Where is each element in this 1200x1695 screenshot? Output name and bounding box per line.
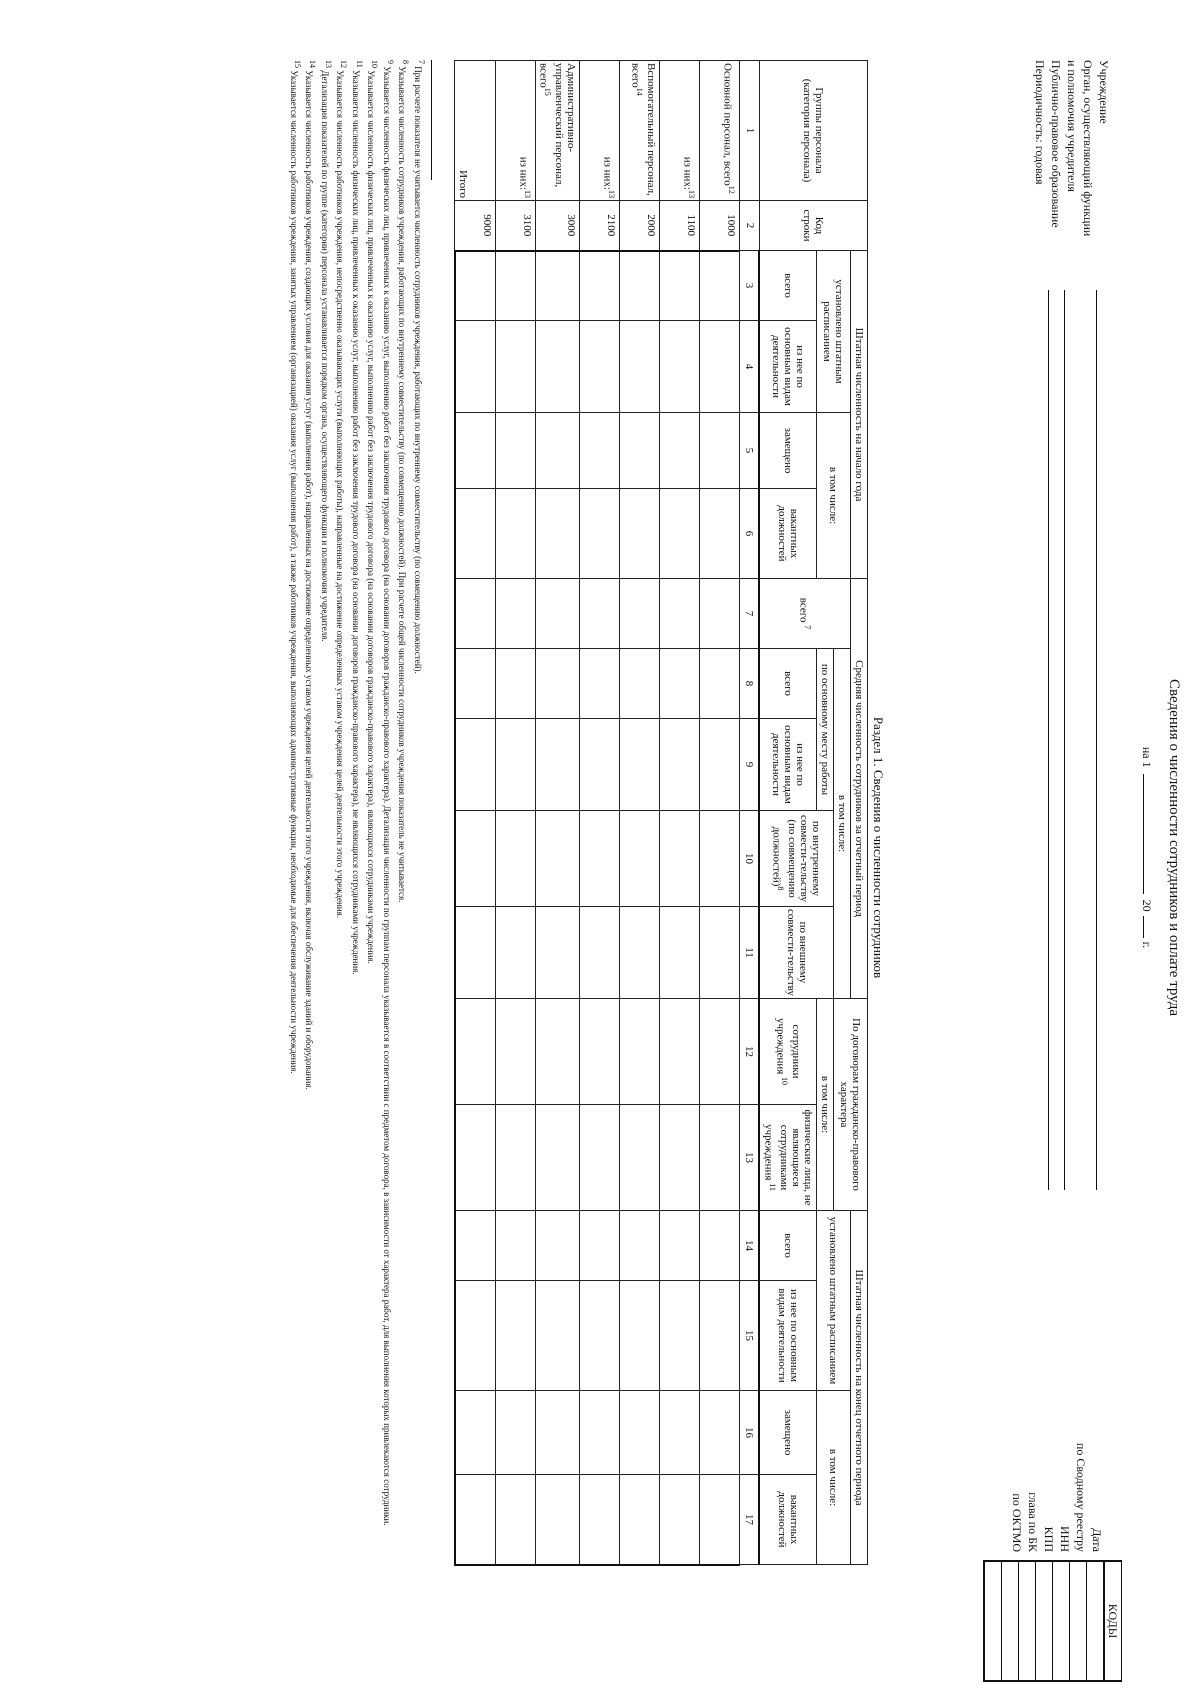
footnote: $^{13}$ Детализация показателей по группе (категории) персонала устанавливается порядком органа, осуществляющего функции и полномочия учредителя. (320, 60, 333, 642)
row-name: из них:$^{13}$ (580, 61, 620, 201)
value-cell[interactable] (700, 719, 740, 811)
value-cell[interactable] (660, 811, 700, 907)
value-cell[interactable] (535, 321, 580, 413)
header-of-which-main: из нее по основным видам деятельности (759, 1281, 816, 1391)
value-cell[interactable] (620, 251, 660, 321)
code-cell[interactable] (1087, 1561, 1105, 1681)
header-group: Группы персонала (категория персонала) (759, 61, 867, 201)
row-code: 3100 (495, 201, 535, 251)
value-cell[interactable] (495, 413, 535, 489)
value-cell[interactable] (700, 1105, 740, 1211)
code-cell[interactable] (984, 1561, 1002, 1681)
value-cell[interactable] (535, 1281, 580, 1391)
value-cell[interactable] (535, 1105, 580, 1211)
header-end-period: Штатная численность на конец отчетного периода (851, 1211, 868, 1565)
header-start-year: Штатная численность на начало года (851, 251, 868, 579)
column-number: 5 (740, 413, 760, 489)
value-cell[interactable] (535, 1475, 580, 1565)
value-cell[interactable] (535, 1391, 580, 1475)
value-cell[interactable] (620, 1105, 660, 1211)
footnote: $^{15}$ Указывается численность работников учреждения, занятых управлением (организацией) оказания услуг (выполнения работ), а также работников учреждения, выполняющих административные функции, необходимые для обеспечения деятельности учреждения. (289, 60, 302, 1074)
header-including: в том числе: (834, 649, 851, 999)
value-cell[interactable] (580, 251, 620, 321)
value-cell[interactable] (580, 413, 620, 489)
value-cell[interactable] (580, 579, 620, 649)
value-cell[interactable] (495, 1211, 535, 1281)
header-of-which-main: из нее по основным видам деятельности (759, 321, 816, 413)
value-cell[interactable] (700, 999, 740, 1105)
header-gph: По договорам гражданско-правового характера (834, 999, 868, 1211)
header-internal: по внутреннему совмести-тельству (по совмещению должностей)$^8$ (759, 811, 833, 907)
header-vacant: вакантных должностей (759, 489, 816, 579)
header-staff-schedule: установлено штатным расписанием (817, 251, 851, 413)
value-cell[interactable] (660, 321, 700, 413)
table-row (495, 61, 535, 1565)
value-cell[interactable] (495, 907, 535, 999)
row-name: Вспомогательный персонал, всего$^{14}$ (620, 61, 660, 201)
value-cell[interactable] (455, 907, 496, 999)
column-number: 1 (740, 61, 760, 201)
value-cell[interactable] (455, 649, 496, 719)
codes-title: КОДЫ (1104, 1561, 1122, 1681)
value-cell[interactable] (660, 579, 700, 649)
value-cell[interactable] (535, 413, 580, 489)
code-cell[interactable] (1053, 1561, 1070, 1681)
data-rows (455, 61, 740, 1565)
value-cell[interactable] (700, 321, 740, 413)
footnote: $^{12}$ Указывается численность работников учреждения, непосредственно оказывающих услуги (выполняющих работы), направленные на достижение определенных уставом учреждения целей деятельности этого учреждения. (335, 60, 349, 919)
header-employees: сотрудники учреждения $^{10}$ (759, 999, 816, 1105)
value-cell[interactable] (620, 907, 660, 999)
value-cell[interactable] (580, 1105, 620, 1211)
value-cell[interactable] (535, 999, 580, 1105)
value-cell[interactable] (660, 719, 700, 811)
header-field: Учреждение (1097, 60, 1111, 124)
row-code: 1000 (700, 201, 740, 251)
footnote: $^9$ Указывается численность физических лиц, привлеченных к оказанию услуг, выполнению работ без заключения трудового договора (на основании договоров гражданско-правового характера). Детализация численности по группам персонала указывается в соответствии с предметом договора, в зависимости от характера работ, для выполнения которых привлекаются сотрудники. (382, 60, 395, 1526)
value-cell[interactable] (455, 1211, 496, 1281)
value-cell[interactable] (660, 649, 700, 719)
value-cell[interactable] (495, 1391, 535, 1475)
row-code: 1100 (660, 201, 700, 251)
value-cell[interactable] (620, 649, 660, 719)
value-cell[interactable] (620, 1391, 660, 1475)
header-filled: замещено (759, 1391, 816, 1475)
value-cell[interactable] (660, 999, 700, 1105)
footnote: $^{14}$ Указывается численность работников учреждения, создающих условия для оказания услуг (выполнения работ), направленных на достижение определенных уставом учреждения целей деятельности этого учреждения, включая обслуживание зданий и оборудования. (304, 60, 318, 1090)
value-cell[interactable] (580, 811, 620, 907)
column-number: 4 (740, 321, 760, 413)
table-row (700, 61, 740, 1565)
column-number: 16 (740, 1391, 760, 1475)
header-code: Код строки (759, 201, 867, 251)
value-cell[interactable] (620, 1281, 660, 1391)
value-cell[interactable] (700, 251, 740, 321)
value-cell[interactable] (700, 1211, 740, 1281)
value-cell[interactable] (620, 413, 660, 489)
codes-labels: Дата по Сводному реестру ИНН КПП глава по БК по ОКТМО (1010, 1442, 1104, 1552)
header-including: в том числе: (817, 1391, 851, 1565)
value-cell[interactable] (580, 321, 620, 413)
value-cell[interactable] (620, 999, 660, 1105)
value-cell[interactable] (455, 489, 496, 579)
row-name: из них:$^{13}$ (495, 61, 535, 201)
code-cell[interactable] (1019, 1561, 1036, 1681)
value-cell[interactable] (535, 719, 580, 811)
header-including: в том числе: (817, 413, 851, 579)
value-cell[interactable] (660, 413, 700, 489)
value-cell[interactable] (580, 1475, 620, 1565)
value-cell[interactable] (660, 1211, 700, 1281)
value-cell[interactable] (455, 999, 496, 1105)
value-cell[interactable] (455, 1281, 496, 1391)
value-cell[interactable] (580, 907, 620, 999)
value-cell[interactable] (580, 999, 620, 1105)
column-number: 6 (740, 489, 760, 579)
value-cell[interactable] (580, 1391, 620, 1475)
header-avg: Средняя численность сотрудников за отчетный период (851, 579, 868, 999)
column-number: 3 (740, 251, 760, 321)
value-cell[interactable] (660, 1281, 700, 1391)
value-cell[interactable] (660, 1391, 700, 1475)
column-number: 13 (740, 1105, 760, 1211)
codes-table (983, 1560, 1122, 1682)
value-cell[interactable] (455, 1475, 496, 1565)
header-including: в том числе: (817, 999, 834, 1211)
footnote: $^7$ При расчете показателя не учитывается численность сотрудников учреждения, работающих по внутреннему совместительству (по совмещению должностей). (413, 60, 426, 674)
header-total: всего (759, 251, 816, 321)
table-row (660, 61, 700, 1565)
row-code: 3000 (535, 201, 580, 251)
value-cell[interactable] (495, 719, 535, 811)
value-cell[interactable] (495, 579, 535, 649)
value-cell[interactable] (660, 251, 700, 321)
column-number: 9 (740, 719, 760, 811)
code-cell[interactable] (1002, 1561, 1019, 1681)
value-cell[interactable] (700, 1475, 740, 1565)
table-row (535, 61, 580, 1565)
header-fields (1032, 60, 1112, 236)
row-name: Итого (455, 61, 496, 201)
row-name: Основной персонал, всего$^{12}$ (700, 61, 740, 201)
row-code: 2100 (580, 201, 620, 251)
table-row (620, 61, 660, 1565)
value-cell[interactable] (660, 1105, 700, 1211)
header-filled: замещено (759, 413, 816, 489)
value-cell[interactable] (700, 1281, 740, 1391)
value-cell[interactable] (660, 1475, 700, 1565)
table-row (580, 61, 620, 1565)
column-number: 8 (740, 649, 760, 719)
row-code: 2000 (620, 201, 660, 251)
header-field: Публично-правовое образование (1049, 60, 1063, 228)
column-number: 12 (740, 999, 760, 1105)
value-cell[interactable] (580, 1281, 620, 1391)
value-cell[interactable] (495, 1105, 535, 1211)
header-field: Орган, осуществляющий функции (1081, 60, 1095, 237)
value-cell[interactable] (535, 1211, 580, 1281)
column-numbers-row (740, 61, 760, 1565)
value-cell[interactable] (455, 719, 496, 811)
value-cell[interactable] (535, 579, 580, 649)
footnote: $^{11}$ Указывается численность физических лиц, привлеченных к оказанию услуг, выполнению работ без заключения трудового договора (на основании договоров гражданско-правового характера), не являющихся сотрудниками учреждения. (351, 60, 364, 975)
row-name: из них:$^{13}$ (660, 61, 700, 201)
value-cell[interactable] (495, 251, 535, 321)
value-cell[interactable] (620, 489, 660, 579)
header-field: Периодичность: годовая (1033, 60, 1047, 185)
value-cell[interactable] (620, 719, 660, 811)
value-cell[interactable] (700, 811, 740, 907)
value-cell[interactable] (580, 649, 620, 719)
header-total: всего (759, 1211, 816, 1281)
footnotes (288, 60, 433, 1660)
value-cell[interactable] (700, 413, 740, 489)
header-non-employees: физические лица, не являющиеся сотрудниками учреждения $^{11}$ (759, 1105, 816, 1211)
value-cell[interactable] (495, 811, 535, 907)
value-cell[interactable] (580, 719, 620, 811)
value-cell[interactable] (620, 321, 660, 413)
row-name: Административно-управленческий персонал, всего$^{15}$ (535, 61, 580, 201)
value-cell[interactable] (700, 1391, 740, 1475)
code-cell[interactable] (1036, 1561, 1053, 1681)
column-number: 7 (740, 579, 760, 649)
column-number: 2 (740, 201, 760, 251)
row-code: 9000 (455, 201, 496, 251)
value-cell[interactable] (620, 1475, 660, 1565)
value-cell[interactable] (700, 907, 740, 999)
date-line: на 120г. (1140, 746, 1154, 949)
value-cell[interactable] (580, 1211, 620, 1281)
value-cell[interactable] (455, 579, 496, 649)
value-cell[interactable] (535, 811, 580, 907)
code-cell[interactable] (1070, 1561, 1087, 1681)
header-main-place: по основному месту работы (817, 649, 834, 811)
value-cell[interactable] (535, 649, 580, 719)
value-cell[interactable] (535, 251, 580, 321)
column-number: 11 (740, 907, 760, 999)
value-cell[interactable] (455, 811, 496, 907)
value-cell[interactable] (535, 907, 580, 999)
section-title: Раздел 1. Сведения о численности сотрудников (871, 716, 886, 979)
header-external: по внешнему совмести-тельству (759, 907, 833, 999)
column-number: 15 (740, 1281, 760, 1391)
value-cell[interactable] (455, 1105, 496, 1211)
value-cell[interactable] (660, 907, 700, 999)
header-of-which-main: из нее по основным видам деятельности (759, 719, 816, 811)
header-staff-schedule: установлено штатным расписанием (817, 1211, 851, 1391)
value-cell[interactable] (620, 811, 660, 907)
value-cell[interactable] (700, 489, 740, 579)
header-vacant: вакантных должностей (759, 1475, 816, 1565)
page-title: Сведения о численности сотрудников и оплате труда (1166, 678, 1182, 1016)
value-cell[interactable] (495, 649, 535, 719)
footnote: $^{10}$ Указывается численность физических лиц, привлеченных к оказанию услуг, выполнению работ без заключения трудового договора (на основании договоров гражданско-правового характера), являющихся сотрудниками учреждения. (366, 60, 380, 964)
header-total7: всего $^7$ (759, 579, 850, 649)
value-cell[interactable] (455, 321, 496, 413)
value-cell[interactable] (580, 489, 620, 579)
value-cell[interactable] (455, 251, 496, 321)
value-cell[interactable] (495, 489, 535, 579)
value-cell[interactable] (495, 321, 535, 413)
value-cell[interactable] (535, 489, 580, 579)
header-field: и полномочия учредителя (1065, 60, 1079, 192)
value-cell[interactable] (495, 1281, 535, 1391)
value-cell[interactable] (455, 413, 496, 489)
value-cell[interactable] (495, 999, 535, 1105)
footnote: $^8$ Указывается численность сотрудников учреждения, работающих по внутреннему совместительству (по совмещению должностей). При расчете общей численности сотрудников учреждения показатель не учитывается. (397, 60, 411, 903)
column-number: 17 (740, 1475, 760, 1565)
value-cell[interactable] (455, 1391, 496, 1475)
header-total: всего (759, 649, 816, 719)
value-cell[interactable] (620, 579, 660, 649)
value-cell[interactable] (700, 649, 740, 719)
staff-table (454, 60, 868, 1566)
table-row (455, 61, 496, 1565)
value-cell[interactable] (700, 579, 740, 649)
value-cell[interactable] (620, 1211, 660, 1281)
value-cell[interactable] (660, 489, 700, 579)
value-cell[interactable] (495, 1475, 535, 1565)
column-number: 10 (740, 811, 760, 907)
column-number: 14 (740, 1211, 760, 1281)
